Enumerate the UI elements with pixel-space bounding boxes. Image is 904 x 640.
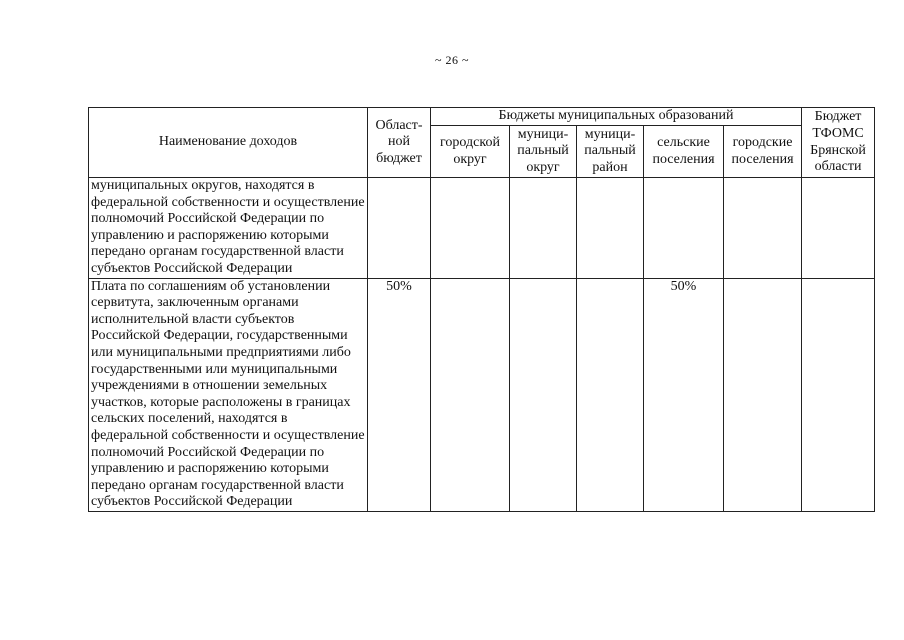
cell-urban-settlements [724, 278, 802, 511]
cell-municipal-district [510, 278, 577, 511]
header-row-top [89, 108, 875, 126]
cell-city-district [431, 178, 510, 279]
cell-municipal-district [510, 178, 577, 279]
revenue-distribution-table [88, 107, 875, 512]
cell-rural-settlements: 50% [644, 278, 724, 511]
header-rural-settlements: сельские поселения [644, 126, 724, 178]
header-city-district: городской округ [431, 126, 510, 178]
header-municipal-budgets: Бюджеты муниципальных образований [431, 108, 802, 126]
cell-municipal-area [577, 178, 644, 279]
cell-tfoms [802, 178, 875, 279]
header-tfoms-budget: Бюджет ТФОМС Брянской области [802, 108, 875, 178]
header-municipal-district: муници- пальный округ [510, 126, 577, 178]
row-description: муниципальных округов, находятся в федеральной собственности и осуществление полномочий Российской Федерации по управлению и распоряжению которыми передано органам государственной власти субъектов Российской Федерации [89, 178, 368, 279]
table-row [89, 178, 875, 279]
cell-municipal-area [577, 278, 644, 511]
cell-urban-settlements [724, 178, 802, 279]
header-urban-settlements: городские поселения [724, 126, 802, 178]
header-revenue-name: Наименование доходов [89, 108, 368, 178]
cell-rural-settlements [644, 178, 724, 279]
cell-city-district [431, 278, 510, 511]
header-regional-budget: Област- ной бюджет [368, 108, 431, 178]
cell-tfoms [802, 278, 875, 511]
table-row [89, 278, 875, 511]
header-municipal-area: муници- пальный район [577, 126, 644, 178]
row-description: Плата по соглашениям об установлении сервитута, заключенным органами исполнительной власти субъектов Российской Федерации, государственными или муниципальными предприятиями либо государственными или муниципальными учреждениями в отношении земельных участков, которые расположены в границах сельских поселений, находятся в федеральной собственности и осуществление полномочий Российской Федерации по управлению и распоряжению которыми передано органам государственной власти субъектов Российской Федерации [89, 278, 368, 511]
cell-regional: 50% [368, 278, 431, 511]
cell-regional [368, 178, 431, 279]
page-number: ~ 26 ~ [435, 53, 469, 67]
